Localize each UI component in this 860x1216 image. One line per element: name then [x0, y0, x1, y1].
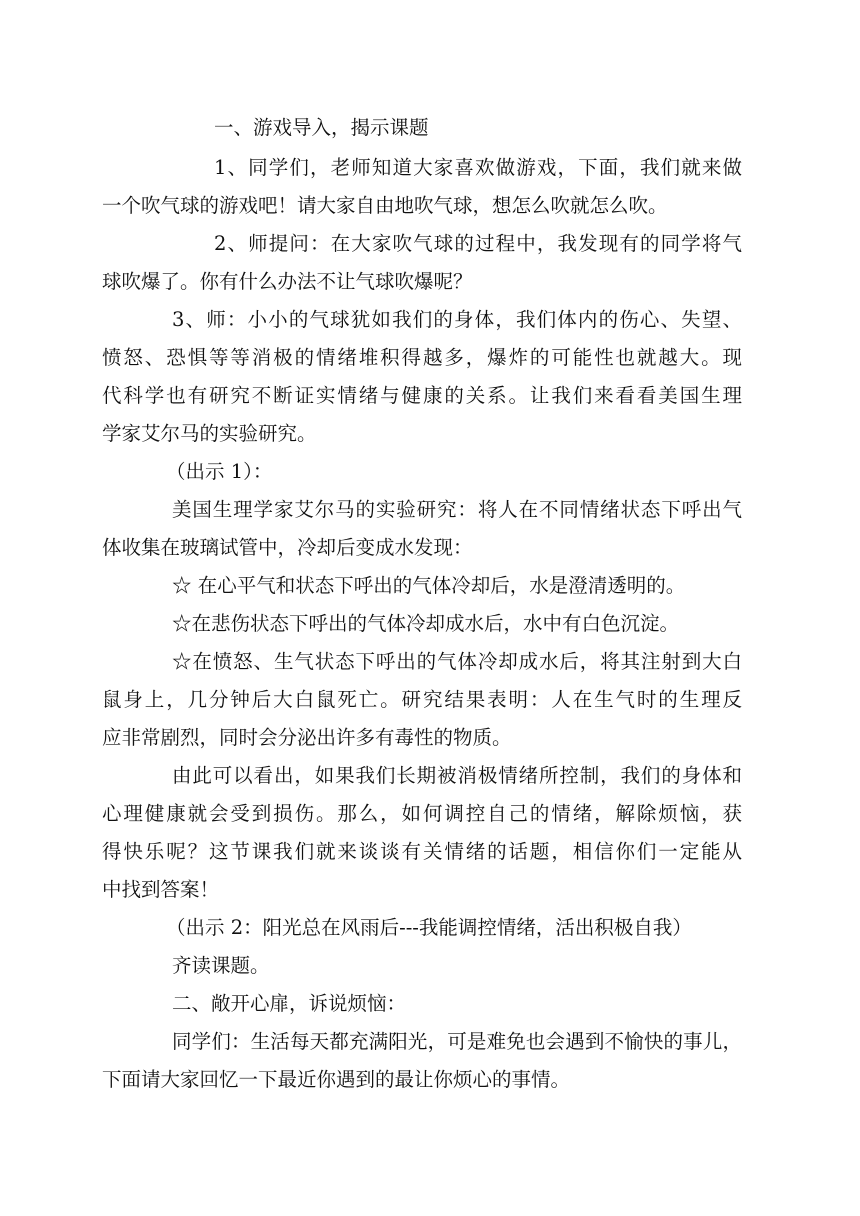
paragraph-line: 应非常剧烈，同时会分泌出许多有毒性的物质。 — [102, 726, 512, 749]
paragraph-line: 1、同学们，老师知道大家喜欢做游戏，下面，我们就来做 — [214, 156, 742, 179]
paragraph-line: 心理健康就会受到损伤。那么，如何调控自己的情绪，解除烦恼，获 — [102, 802, 742, 825]
section-heading-1: 一、游戏导入，揭示课题 — [214, 116, 429, 139]
paragraph-line: 鼠身上，几分钟后大白鼠死亡。研究结果表明：人在生气时的生理反 — [102, 688, 742, 711]
paragraph-line: 球吹爆了。你有什么办法不让气球吹爆呢？ — [102, 270, 473, 293]
paragraph-line: 3、师：小小的气球犹如我们的身体，我们体内的伤心、失望、 — [172, 308, 742, 331]
paragraph-line: 体收集在玻璃试管中，冷却后变成水发现： — [102, 536, 473, 559]
star-list-item: ☆ 在心平气和状态下呼出的气体冷却后，水是澄清透明的。 — [172, 574, 686, 597]
paragraph-line: 得快乐呢？这节课我们就来谈谈有关情绪的话题，相信你们一定能从 — [102, 840, 742, 863]
paragraph-line: 齐读课题。 — [172, 954, 270, 977]
section-heading-2: 二、敞开心扉，诉说烦恼： — [172, 992, 407, 1015]
exhibit-label-2: （出示 2：阳光总在风雨后---我能调控情绪，活出积极自我） — [166, 916, 692, 939]
exhibit-label-1: （出示 1）： — [166, 460, 273, 483]
paragraph-line: 学家艾尔马的实验研究。 — [102, 422, 317, 445]
paragraph-line: 美国生理学家艾尔马的实验研究：将人在不同情绪状态下呼出气 — [172, 498, 742, 521]
paragraph-line: 由此可以看出，如果我们长期被消极情绪所控制，我们的身体和 — [172, 764, 742, 787]
paragraph-line: 2、师提问：在大家吹气球的过程中，我发现有的同学将气 — [214, 232, 742, 255]
paragraph-line: 代科学也有研究不断证实情绪与健康的关系。让我们来看看美国生理 — [102, 384, 742, 407]
paragraph-line: 一个吹气球的游戏吧！请大家自由地吹气球，想怎么吹就怎么吹。 — [102, 194, 668, 217]
paragraph-line: 愤怒、恐惧等等消极的情绪堆积得越多，爆炸的可能性也就越大。现 — [102, 346, 742, 369]
star-list-item: ☆在愤怒、生气状态下呼出的气体冷却成水后，将其注射到大白 — [172, 650, 742, 673]
paragraph-line: 下面请大家回忆一下最近你遇到的最让你烦心的事情。 — [102, 1068, 571, 1091]
paragraph-line: 同学们：生活每天都充满阳光，可是难免也会遇到不愉快的事儿， — [172, 1030, 742, 1053]
paragraph-line: 中找到答案！ — [102, 878, 220, 901]
star-list-item: ☆在悲伤状态下呼出的气体冷却成水后，水中有白色沉淀。 — [172, 612, 680, 635]
